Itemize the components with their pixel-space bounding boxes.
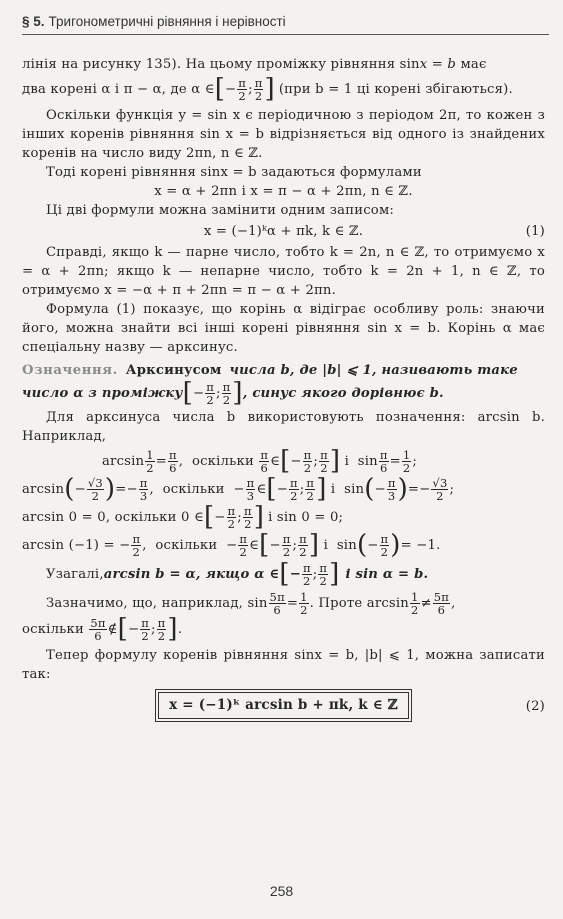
paragraph-5: Ці дві формули можна замінити одним записом: [46, 203, 395, 218]
definition-line-1: Означення. Арксинусом числа b, де |b| ⩽ 1, називають таке [22, 363, 518, 378]
general-statement: Узагалі, arcsin b = α, якщо α ∈ [ − $\frac{\pi}{2}$ ; $\frac{\pi}{2}$ ] і sin α = b. [46, 559, 429, 589]
page-number: 258 [269, 883, 294, 899]
paragraph-2: два корені α і π − α, де α ∈ [ − $\frac{\pi}{2}$ ; $\frac{\pi}{2}$ ] (при b = 1 ці корені збігаються). [22, 74, 513, 104]
definition-term: Арксинусом [125, 363, 222, 378]
paragraph-1: лінія на рисунку 135). На цьому проміжку рівняння sinx = b має [22, 57, 487, 72]
note-line-1: Зазначимо, що, наприклад, sin $\frac{5\pi}{6}$ = $\frac{1}{2}$ . Проте arcsin $\frac{1}{2}$ ≠ $\frac{5\pi}{6}$ , [46, 590, 456, 617]
definition-label: Означення. [22, 363, 118, 378]
example-2: arcsin ( − $\frac{√3}{2}$ ) =− $\frac{\pi}{3}$ , оскільки − $\frac{\pi}{3}$ ∈ [ − $\frac{\pi}{2}$ ; $\frac{\pi}{2}$ ] і sin ( − $\frac{\pi}{3}$ ) =− $\frac{√3}{2}$ ; [22, 474, 455, 504]
running-header [22, 14, 549, 35]
example-1: arcsin $\frac{1}{2}$ = $\frac{\pi}{6}$ , оскільки $\frac{\pi}{6}$ ∈ [ − $\frac{\pi}{2}$ ; $\frac{\pi}{2}$ ] і sin $\frac{\pi}{6}$ = $\frac{1}{2}$ ; [102, 446, 418, 476]
page-body [22, 55, 545, 719]
example-4: arcsin (−1) = − $\frac{\pi}{2}$ , оскільки − $\frac{\pi}{2}$ ∈ [ − $\frac{\pi}{2}$ ; $\frac{\pi}{2}$ ] і sin ( − $\frac{\pi}{2}$ ) = −1. [22, 530, 441, 560]
paragraph-3: Оскільки функція y = sin x є періодичною з періодом 2π, то кожен з інших коренів рівняння sin x = b відрізняється від одного із знайдених коренів на число виду 2πn, n ∈ ℤ. [22, 108, 545, 161]
paragraph-4: Тоді корені рівняння sinx = b задаються формулами [46, 165, 422, 180]
paragraph-8: Для арксинуса числа b використовують позначення: arcsin b. Наприклад, [22, 410, 545, 444]
boxed-formula: x = (−1)ᵏ arcsin b + πk, k ∈ ℤ [158, 692, 409, 719]
paragraph-10: Тепер формулу коренів рівняння sinx = b, |b| ⩽ 1, можна записати так: [22, 648, 545, 682]
equation-2-number: (2) [525, 699, 545, 714]
equation-1: x = (−1)ᵏα + πk, k ∈ ℤ. (1) [203, 224, 545, 239]
equation-pair: x = α + 2πn і x = π − α + 2πn, n ∈ ℤ. [154, 184, 413, 199]
note-line-2: оскільки $\frac{5\pi}{6}$ ∉ [ − $\frac{\pi}{2}$ ; $\frac{\pi}{2}$ ] . [22, 614, 183, 644]
paragraph-7: Формула (1) показує, що корінь α відіграє особливу роль: знаючи його, можна знайти всі інші корені рівняння sin x = b. Корінь α має спеціальну назву — арксинус. [22, 302, 545, 355]
definition-line-2: число α з проміжку [ − $\frac{\pi}{2}$ ; $\frac{\pi}{2}$ ] , синус якого дорівнює b. [22, 378, 444, 408]
section-number: § 5. [22, 14, 45, 29]
equation-1-number: (1) [525, 224, 545, 239]
example-3: arcsin 0 = 0, оскільки 0 ∈ [ − $\frac{\pi}{2}$ ; $\frac{\pi}{2}$ ] і sin 0 = 0; [22, 502, 344, 532]
equation-2 [22, 692, 545, 719]
paragraph-6: Справді, якщо k — парне число, тобто k = 2n, n ∈ ℤ, то отримуємо x = α + 2πn; якщо k — непарне число, тобто k = 2n + 1, n ∈ ℤ, то отримуємо x = −α + π + 2πn = π − α + 2πn. [22, 245, 545, 298]
section-title: Тригонометричні рівняння і нерівності [48, 14, 286, 29]
